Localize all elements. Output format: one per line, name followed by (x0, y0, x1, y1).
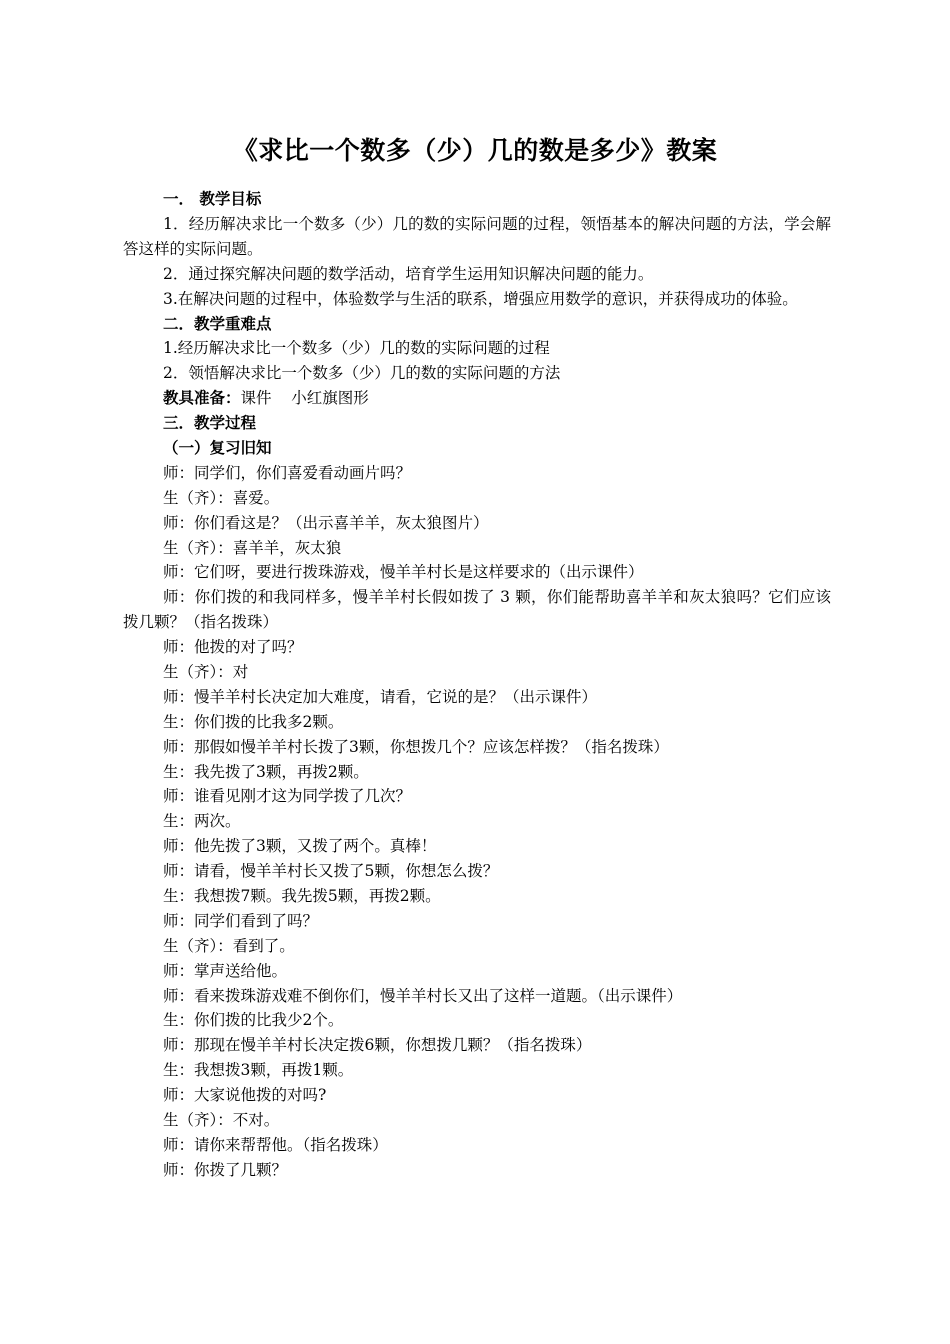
dialogue-list (123, 461, 831, 1183)
dialogue-line: 师：他拨的对了吗？ (163, 638, 303, 657)
dialogue-line: 师：看来拨珠游戏难不倒你们，慢羊羊村长又出了这样一道题。（出示课件） (163, 986, 683, 1005)
dialogue-line: 师：同学们，你们喜爱看动画片吗？ (163, 463, 412, 482)
dialogue-line: 生（齐）：喜爱。 (163, 488, 280, 507)
dialogue-line: 师：大家说他拨的对吗? (163, 1086, 327, 1105)
dialogue-line: 师：请看，慢羊羊村长又拨了5颗，你想怎么拨？ (163, 862, 499, 881)
tools-value: 课件 小红旗图形 (240, 389, 369, 408)
dialogue-line: 师：同学们看到了吗？ (163, 911, 319, 930)
dialogue-line: 生（齐）：看到了。 (163, 936, 295, 955)
dialogue-line: 师：他先拨了3颗，又拨了两个。真棒！ (163, 837, 437, 856)
goal-item-1: 1．经历解决求比一个数多（少）几的数的实际问题的过程，领悟基本的解决问题的方法，学会解答这样的实际问题。 (123, 214, 831, 258)
dialogue-line: 生（齐）：不对。 (163, 1111, 280, 1130)
dialogue-line: 师：请你来帮帮他。（指名拨珠） (163, 1135, 388, 1154)
dialogue-line: 师：谁看见刚才这为同学拨了几次？ (163, 787, 412, 806)
dialogue-line: 师：它们呀，要进行拨珠游戏，慢羊羊村长是这样要求的（出示课件） (163, 563, 644, 582)
dialogue-line: 生：你们拨的比我多2颗。 (163, 712, 344, 731)
dialogue-line: 师：那现在慢羊羊村长决定拨6颗，你想拨几颗？（指名拨珠） (163, 1036, 592, 1055)
document-title: 《求比一个数多（少）几的数是多少》教案 (232, 136, 718, 165)
document-body (123, 187, 831, 1183)
dialogue-line: 生：两次。 (163, 812, 241, 831)
subsection-heading-review: （一）复习旧知 (163, 437, 272, 457)
dialogue-line: 生（齐）：喜羊羊，灰太狼 (163, 538, 342, 557)
section-heading-key-points: 二．教学重难点 (163, 313, 272, 333)
dialogue-line: 师：你拨了几颗？ (163, 1160, 288, 1179)
dialogue-line: 生：我想拨3颗，再拨1颗。 (163, 1061, 354, 1080)
dialogue-line: 生：我先拨了3颗，再拨2颗。 (163, 762, 369, 781)
section-heading-process: 三．教学过程 (163, 413, 257, 433)
tools-line (123, 386, 831, 411)
dialogue-line: 生（齐）：对 (163, 663, 249, 681)
dialogue-line: 师：慢羊羊村长决定加大难度，请看，它说的是？（出示课件） (163, 687, 598, 706)
goal-item-3: 3.在解决问题的过程中，体验数学与生活的联系，增强应用数学的意识，并获得成功的体验。 (163, 289, 798, 308)
key-point-2: 2．领悟解决求比一个数多（少）几的数的实际问题的方法 (163, 364, 561, 383)
dialogue-line: 师：你们看这是？（出示喜羊羊，灰太狼图片） (163, 513, 489, 532)
goal-item-2: 2．通过探究解决问题的数学活动，培育学生运用知识解决问题的能力。 (163, 264, 654, 283)
key-point-1: 1.经历解决求比一个数多（少）几的数的实际问题的过程 (163, 339, 550, 358)
section-heading-goals: 一． 教学目标 (163, 189, 262, 208)
tools-label: 教具准备： (163, 388, 241, 408)
dialogue-line: 师：你们拨的和我同样多，慢羊羊村长假如拨了 3 颗，你们能帮助喜羊羊和灰太狼吗？它们应该拨几颗？（指名拨珠） (123, 588, 831, 632)
dialogue-line: 生：你们拨的比我少2个。 (163, 1011, 344, 1030)
dialogue-line: 生：我想拨7颗。我先拨5颗，再拨2颗。 (163, 887, 441, 906)
dialogue-line: 师：掌声送给他。 (163, 961, 288, 980)
dialogue-line: 师：那假如慢羊羊村长拨了3颗，你想拨几个？应该怎样拨？（指名拨珠） (163, 737, 669, 756)
